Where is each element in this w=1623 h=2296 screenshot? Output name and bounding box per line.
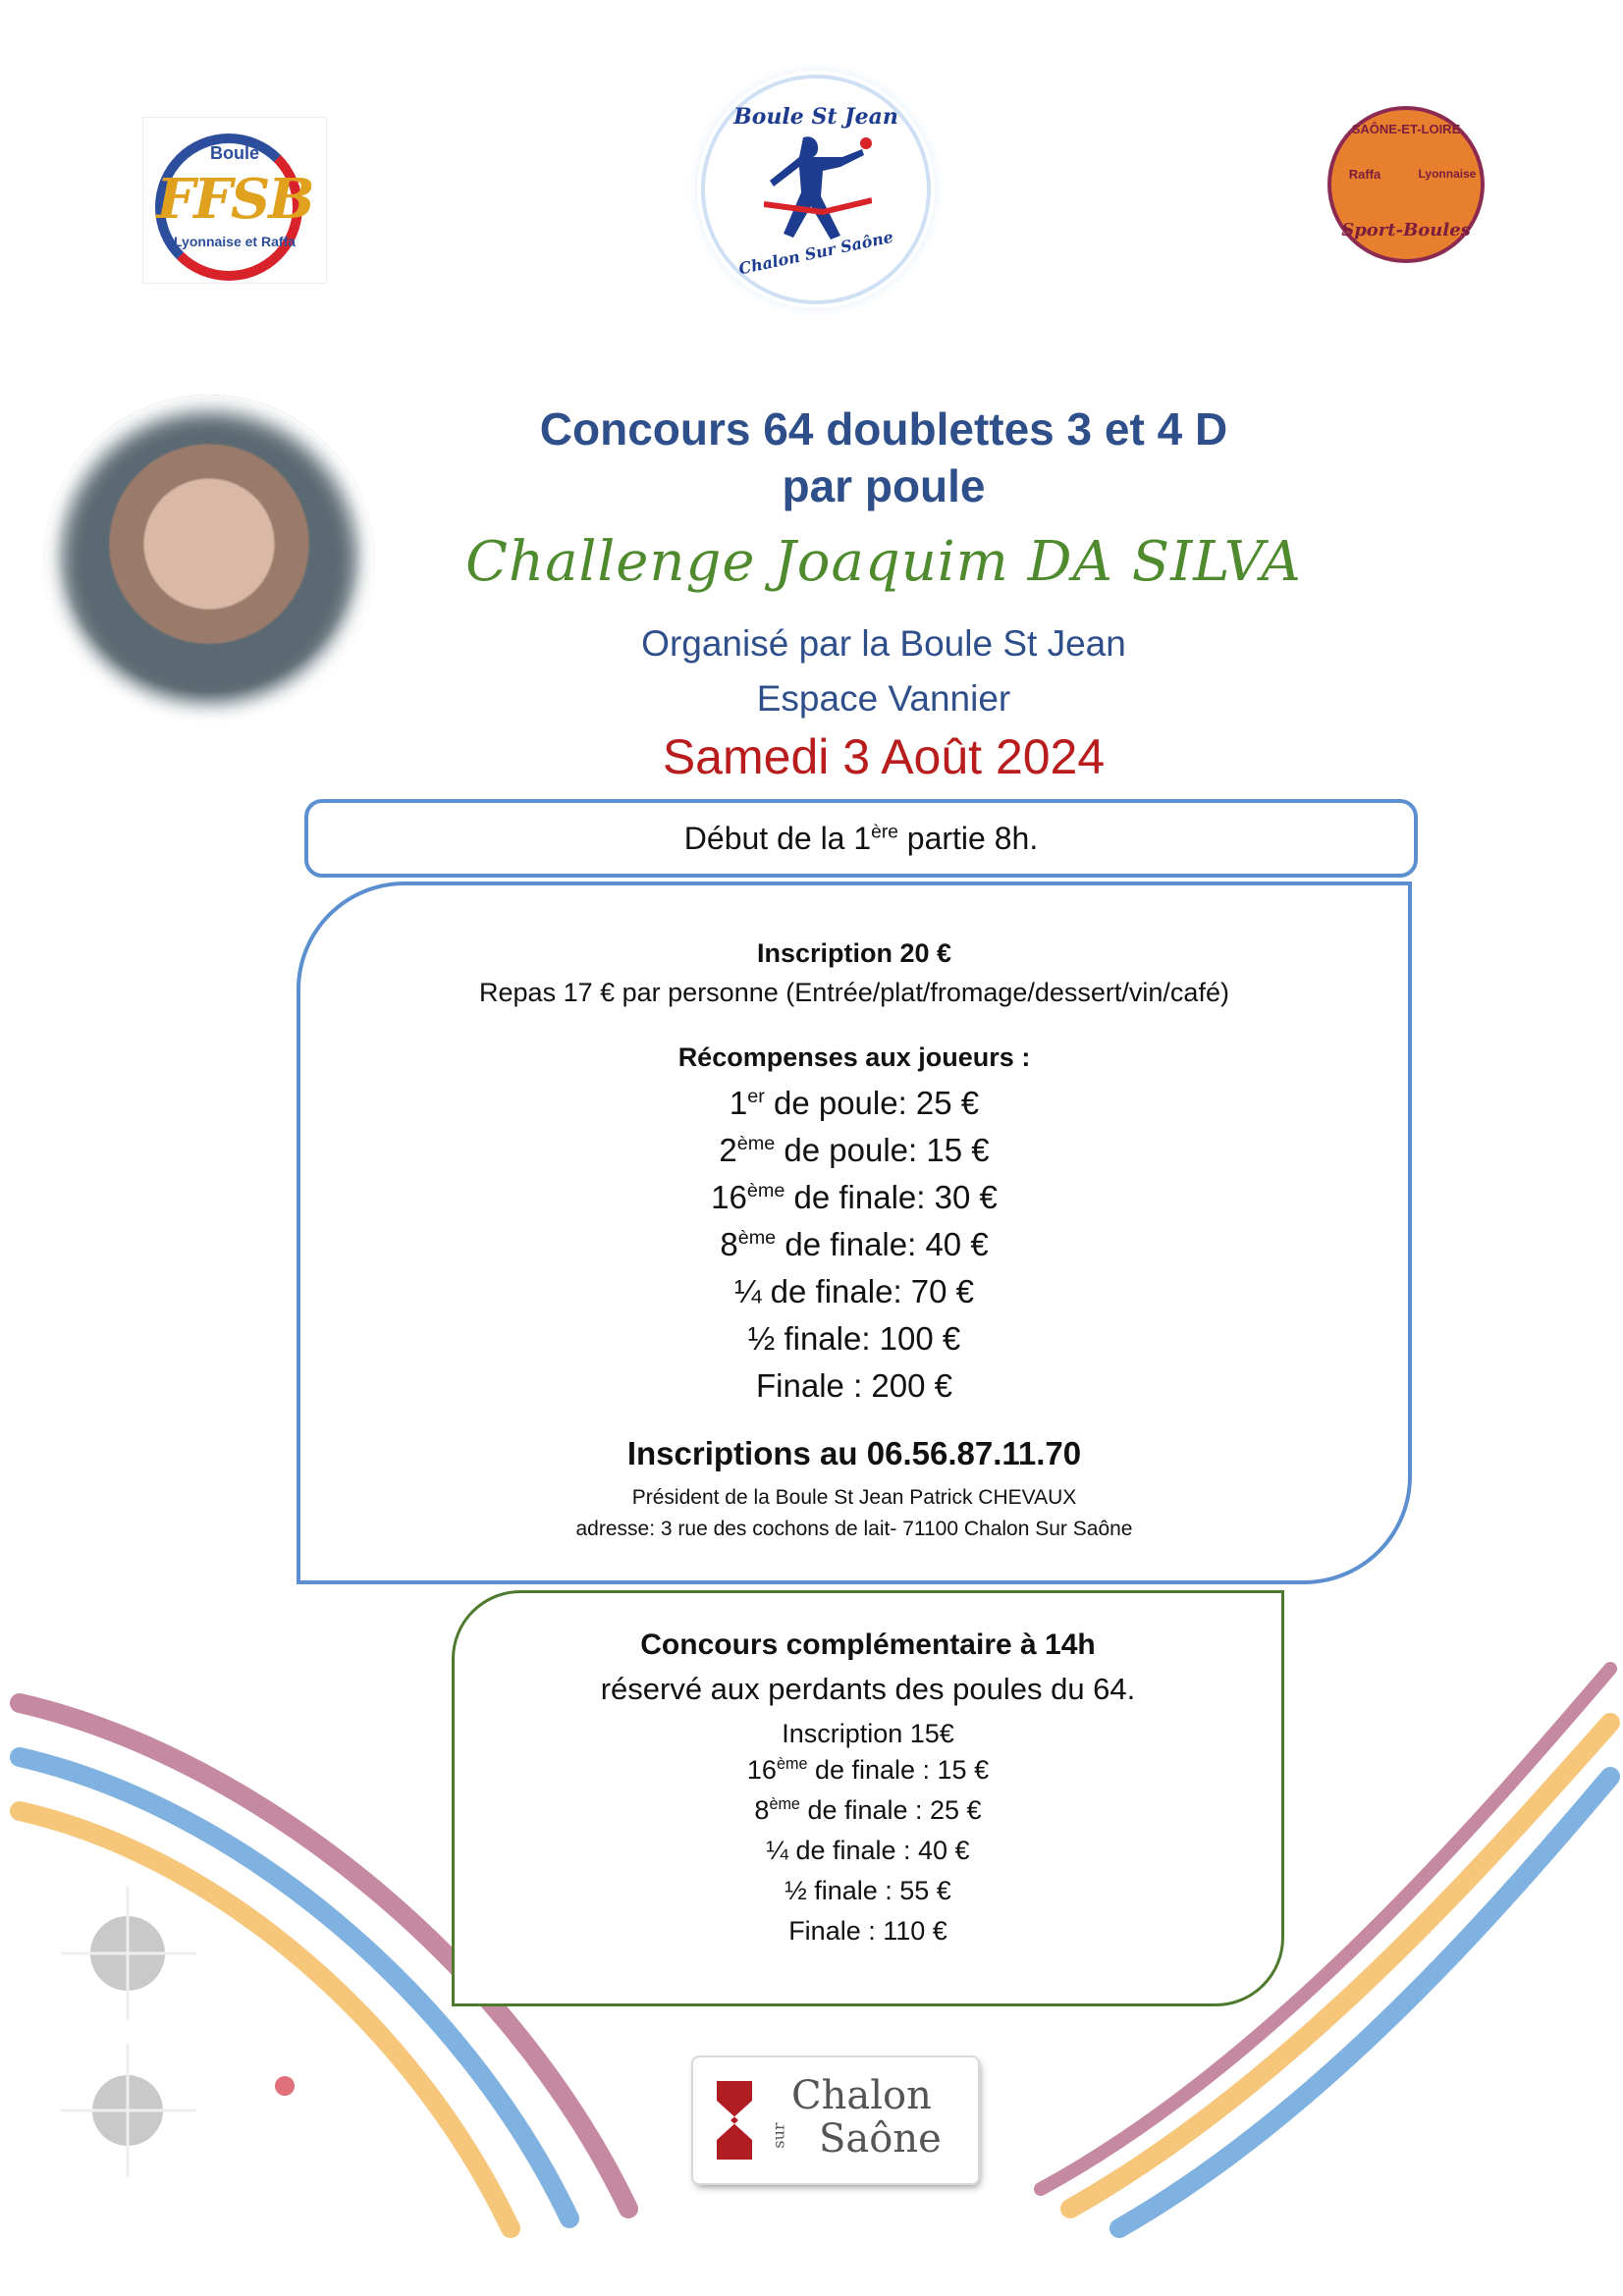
complementary-reward-item: [455, 1911, 1281, 1951]
chalon-word: Chalon: [791, 2073, 932, 2118]
ffsb-main-text: FFSB: [156, 167, 313, 232]
complementary-reward-item: [455, 1831, 1281, 1871]
se-logo-right: Lyonnaise: [1418, 167, 1477, 181]
chalon-mark-icon: [713, 2073, 758, 2167]
reward-item: [300, 1362, 1408, 1410]
complementary-contest-box: [452, 1590, 1284, 2006]
rewards-list: [300, 1080, 1408, 1410]
boule-st-jean-logo: [705, 79, 927, 300]
bsj-logo-title: Boule St Jean: [733, 104, 898, 130]
complementary-reward-item: [455, 1750, 1281, 1790]
reward-item-rank: 16: [711, 1179, 747, 1215]
se-logo-left: Raffa: [1348, 167, 1381, 182]
bsj-logo-city: Chalon Sur Saône: [736, 227, 895, 279]
main-info-box: [297, 881, 1412, 1584]
complementary-reward-item-text: ¼ de finale : 40 €: [766, 1836, 970, 1865]
complementary-reward-item-rank: 16: [746, 1755, 777, 1785]
meal-info: Repas 17 € par personne (Entrée/plat/fromage/dessert/vin/café): [479, 978, 1229, 1007]
complementary-reward-item-rank: 8: [754, 1795, 770, 1825]
venue-text: Espace Vannier: [756, 678, 1011, 719]
portrait-photo: [43, 395, 375, 726]
se-logo-top: SAÔNE-ET-LOIRE: [1351, 122, 1461, 136]
reward-item-rank: 2: [719, 1132, 737, 1168]
rewards-title: Récompenses aux joueurs :: [677, 1042, 1031, 1072]
page-title: [393, 400, 1375, 514]
reward-item-text: de finale: 30 €: [784, 1179, 998, 1215]
complementary-reward-item-text: de finale : 25 €: [799, 1795, 982, 1825]
complementary-reward-item: [455, 1871, 1281, 1911]
complementary-reward-item-suffix: ème: [769, 1795, 800, 1813]
complementary-reward-item-text: Finale : 110 €: [788, 1916, 947, 1946]
registration-phone: Inscriptions au 06.56.87.11.70: [626, 1435, 1082, 1471]
start-sup: ère: [871, 822, 898, 843]
start-text-end: partie 8h.: [897, 821, 1039, 856]
complementary-reward-item-text: de finale : 15 €: [807, 1755, 990, 1785]
complementary-subtitle: réservé aux perdants des poules du 64.: [600, 1672, 1136, 1706]
reward-item: [300, 1315, 1408, 1362]
reward-item: [300, 1268, 1408, 1315]
president-info: Président de la Boule St Jean Patrick CHEVAUX: [631, 1486, 1077, 1509]
start-time-box: [304, 799, 1418, 878]
reward-item-suffix: er: [747, 1086, 765, 1107]
reward-item-suffix: ème: [746, 1180, 785, 1201]
reward-item-text: ¼ de finale: 70 €: [733, 1273, 975, 1309]
reward-item-text: de poule: 25 €: [764, 1085, 980, 1121]
complementary-rewards-list: [455, 1750, 1281, 1951]
complementary-reward-item: [455, 1790, 1281, 1831]
complementary-reward-item-text: ½ finale : 55 €: [784, 1876, 951, 1905]
chalon-sur-word: sur: [769, 2122, 788, 2149]
title-line-2: par poule: [782, 460, 986, 511]
reward-item: [300, 1221, 1408, 1268]
complementary-reward-item-suffix: ème: [776, 1755, 808, 1773]
saone-word: Saône: [819, 2116, 942, 2162]
reward-item-rank: 8: [720, 1226, 738, 1262]
reward-item-suffix: ème: [737, 1227, 777, 1249]
reward-item: [300, 1174, 1408, 1221]
address-info: adresse: 3 rue des cochons de lait- 71100 Chalon Sur Saône: [575, 1518, 1133, 1540]
ffsb-top-text: Boule: [209, 143, 259, 163]
reward-item-text: Finale : 200 €: [756, 1367, 952, 1404]
reward-item-suffix: ème: [736, 1133, 776, 1154]
challenge-title: Challenge Joaquim DA SILVA: [465, 530, 1302, 594]
reward-item: [300, 1127, 1408, 1174]
title-line-1: Concours 64 doublettes 3 et 4 D: [539, 403, 1228, 454]
saone-et-loire-logo: [1327, 106, 1485, 263]
se-logo-bottom: Sport-Boules: [1341, 220, 1471, 240]
reward-item-text: de poule: 15 €: [775, 1132, 990, 1168]
organizer-block: [393, 616, 1375, 726]
inscription-fee: Inscription 20 €: [756, 938, 952, 968]
complementary-inscription: Inscription 15€: [782, 1719, 954, 1748]
organizer-text: Organisé par la Boule St Jean: [641, 623, 1126, 664]
reward-item-text: ½ finale: 100 €: [747, 1320, 961, 1357]
chalon-sur-saone-logo: [693, 2057, 978, 2183]
start-text: Début de la 1: [683, 821, 872, 856]
event-date: Samedi 3 Août 2024: [662, 729, 1106, 784]
ffsb-logo: [143, 118, 326, 283]
reward-item: [300, 1080, 1408, 1127]
reward-item-rank: 1: [729, 1085, 748, 1121]
ffsb-bottom-text: Lyonnaise et Raffa: [174, 234, 296, 249]
complementary-title: Concours complémentaire à 14h: [640, 1629, 1096, 1661]
player-icon: [764, 128, 872, 245]
reward-item-text: de finale: 40 €: [776, 1226, 989, 1262]
